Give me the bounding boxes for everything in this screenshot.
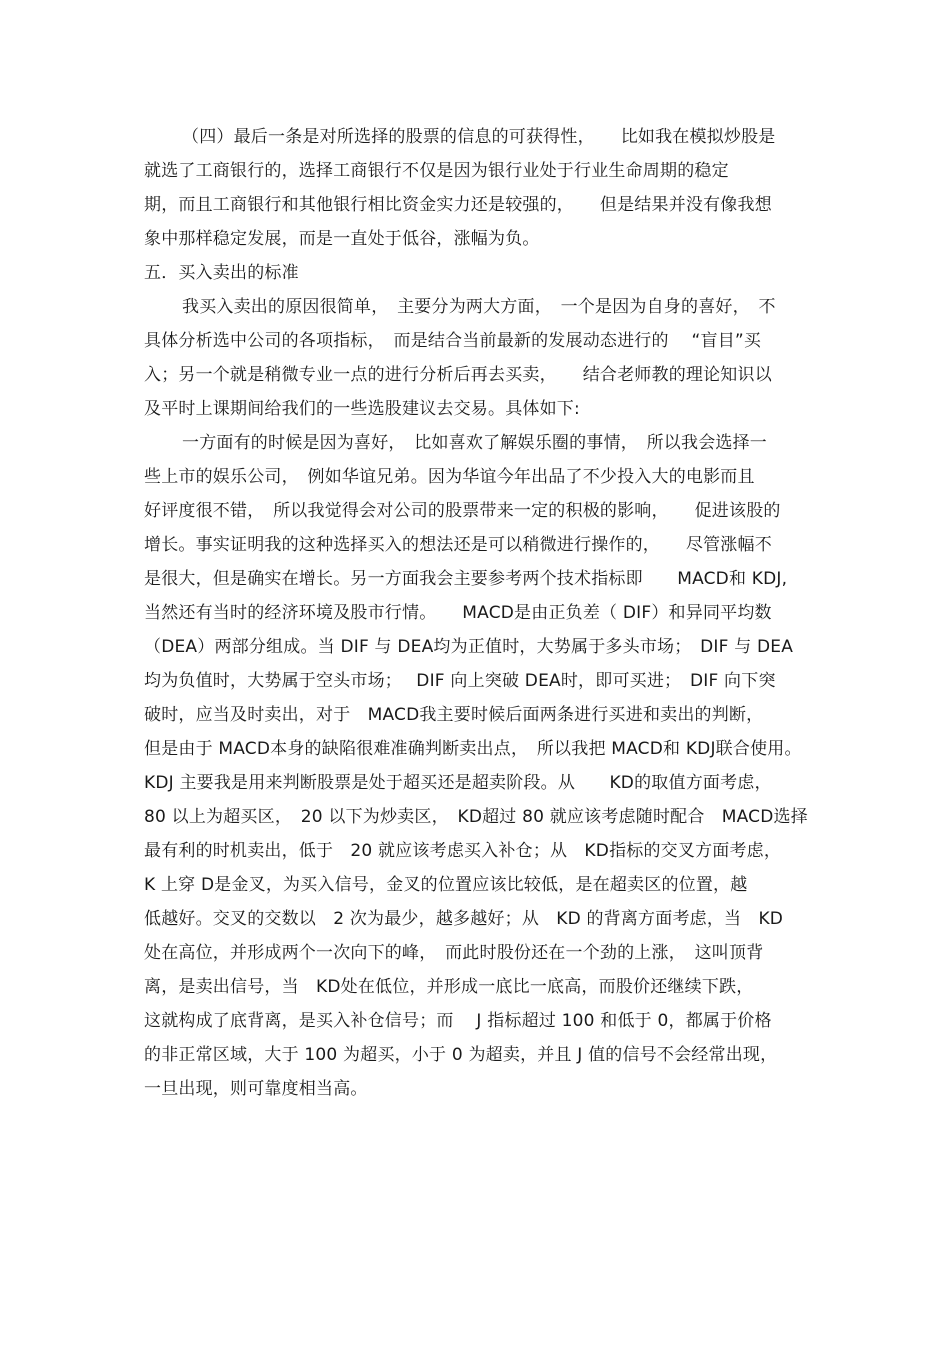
text-line: 的非正常区域，大于 100 为超买，小于 0 为超卖，并且 J 值的信号不会经常出现，	[144, 1045, 778, 1065]
text-line: 处在高位，并形成两个一次向下的峰， 而此时股份还在一个劲的上涨， 这叫顶背	[144, 943, 764, 963]
text-line: 均为负值时，大势属于空头市场； DIF 向上突破 DEA时，即可买进； DIF 向下突	[144, 671, 776, 691]
text-line: 具体分析选中公司的各项指标， 而是结合当前最新的发展动态进行的 “盲目”买	[144, 331, 762, 351]
text-line: 及平时上课期间给我们的一些选股建议去交易。具体如下:	[144, 399, 580, 419]
section-heading: 五．买入卖出的标准	[144, 263, 299, 283]
text-line: 增长。事实证明我的这种选择买入的想法还是可以稍微进行操作的， 尽管涨幅不	[144, 535, 772, 555]
text-line: 期，而且工商银行和其他银行相比资金实力还是较强的， 但是结果并没有像我想	[144, 195, 772, 215]
text-line: 最有利的时机卖出，低于 20 就应该考虑买入补仓；从 KD指标的交叉方面考虑，	[144, 841, 782, 861]
text-line: 但是由于 MACD本身的缺陷很难准确判断卖出点， 所以我把 MACD和 KDJ联合使用。	[144, 739, 802, 759]
text-line: 就选了工商银行的，选择工商银行不仅是因为银行业处于行业生命周期的稳定	[144, 161, 729, 181]
text-line: （四）最后一条是对所选择的股票的信息的可获得性， 比如我在模拟炒股是	[182, 127, 776, 147]
text-line: 低越好。交叉的交数以 2 次为最少，越多越好；从 KD 的背离方面考虑，当 KD	[144, 909, 784, 929]
text-line: （DEA）两部分组成。当 DIF 与 DEA均为正值时，大势属于多头市场； DIF 与 DEA	[144, 637, 794, 657]
text-line: KDJ 主要我是用来判断股票是处于超买还是超卖阶段。从 KD的取值方面考虑，	[144, 773, 772, 793]
text-line: 是很大，但是确实在增长。另一方面我会主要参考两个技术指标即 MACD和 KDJ,	[144, 569, 788, 589]
text-line: 些上市的娱乐公司， 例如华谊兄弟。因为华谊今年出品了不少投入大的电影而且	[144, 467, 755, 487]
text-line: 离，是卖出信号，当 KD处在低位，并形成一底比一底高，而股价还继续下跌，	[144, 977, 754, 997]
text-line: 一旦出现，则可靠度相当高。	[144, 1079, 368, 1099]
text-line: 我买入卖出的原因很简单， 主要分为两大方面， 一个是因为自身的喜好， 不	[182, 297, 776, 317]
text-line: 入；另一个就是稍微专业一点的进行分析后再去买卖， 结合老师教的理论知识以	[144, 365, 772, 385]
text-line: 好评度很不错， 所以我觉得会对公司的股票带来一定的积极的影响， 促进该股的	[144, 501, 781, 521]
text-line: 当然还有当时的经济环境及股市行情。 MACD是由正负差（ DIF）和异同平均数	[144, 603, 772, 623]
text-line: 这就构成了底背离，是买入补仓信号；而 J 指标超过 100 和低于 0，都属于价格	[144, 1011, 772, 1031]
text-line: 80 以上为超买区， 20 以下为炒卖区， KD超过 80 就应该考虑随时配合 MACD选择	[144, 807, 808, 827]
text-line: 一方面有的时候是因为喜好， 比如喜欢了解娱乐圈的事情， 所以我会选择一	[182, 433, 767, 453]
text-line: K 上穿 D是金叉，为买入信号，金叉的位置应该比较低，是在超卖区的位置，越	[144, 875, 748, 895]
text-line: 破时，应当及时卖出，对于 MACD我主要时候后面两条进行买进和卖出的判断，	[144, 705, 764, 725]
text-line: 象中那样稳定发展，而是一直处于低谷，涨幅为负。	[144, 229, 540, 249]
